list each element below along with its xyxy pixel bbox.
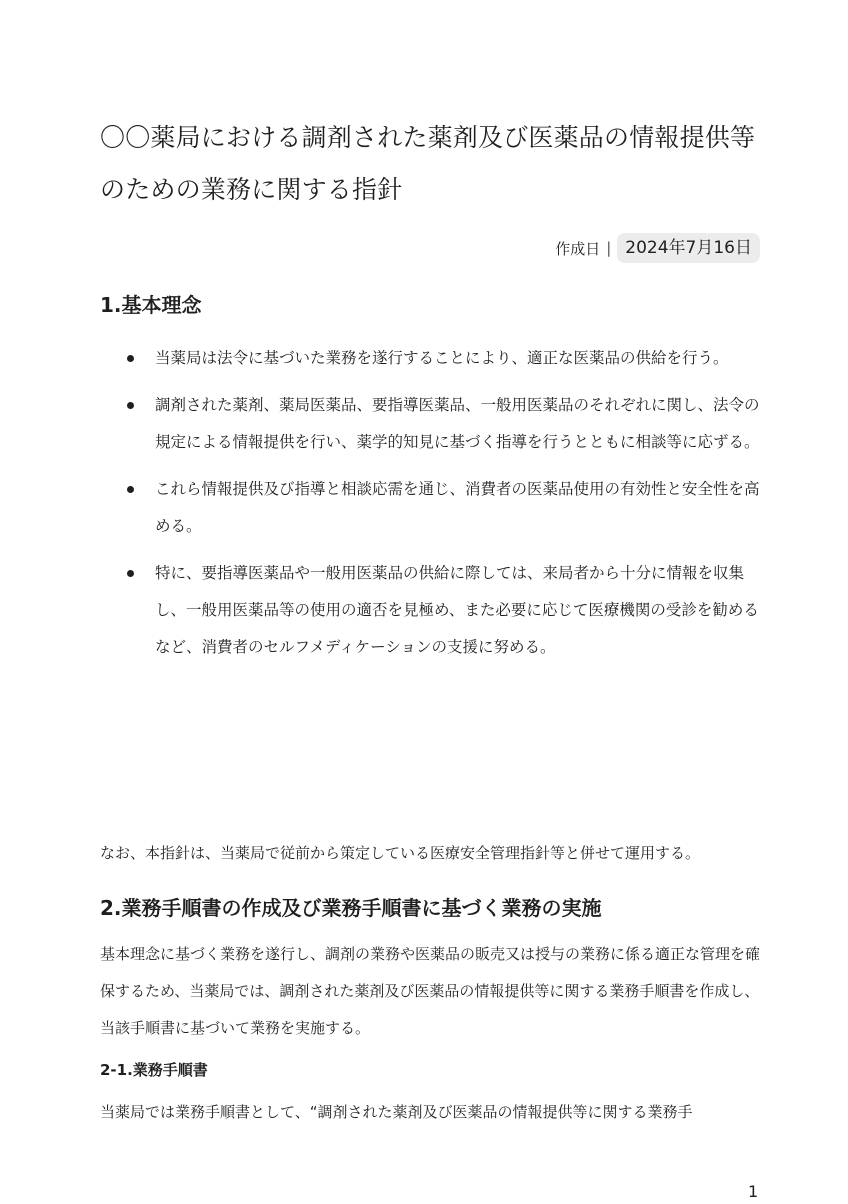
date-label: 作成日: [555, 239, 601, 258]
list-item-text: これら情報提供及び指導と相談応需を通じ、消費者の医薬品使用の有効性と安全性を高める。: [155, 480, 760, 535]
section-1-heading: 1.基本理念: [100, 293, 202, 317]
list-item-text: 当薬局は法令に基づいた業務を遂行することにより、適正な医薬品の供給を行う。: [155, 349, 729, 367]
date-separator: |: [606, 239, 612, 257]
bullet-icon: [127, 570, 134, 577]
bullet-icon: [127, 355, 134, 362]
section-2-1-heading: 2-1.業務手順書: [100, 1061, 208, 1079]
section-2-heading: 2.業務手順書の作成及び業務手順書に基づく業務の実施: [100, 896, 602, 920]
bullet-icon: [127, 402, 134, 409]
principles-list: [100, 340, 760, 676]
creation-date-row: [555, 233, 760, 263]
note-paragraph: なお、本指針は、当薬局で従前から策定している医療安全管理指針等と併せて運用する。: [100, 844, 701, 862]
section-2-body: 基本理念に基づく業務を遂行し、調剤の業務や医薬品の販売又は授与の業務に係る適正な管理を確保するため、当薬局では、調剤された薬剤及び医薬品の情報提供等に関する業務手順書を作成し、当該手順書に基づいて業務を実施する。: [100, 945, 761, 1037]
bullet-icon: [127, 486, 134, 493]
list-item: [100, 387, 760, 461]
document-title: 〇〇薬局における調剤された薬剤及び医薬品の情報提供等のための業務に関する指針: [100, 123, 756, 204]
list-item: [100, 471, 760, 545]
list-item: [100, 555, 760, 666]
list-item-text: 特に、要指導医薬品や一般用医薬品の供給に際しては、来局者から十分に情報を収集し、一般用医薬品等の使用の適否を見極め、また必要に応じて医療機関の受診を勧めるなど、消費者のセルフメディケーションの支援に努める。: [155, 564, 759, 656]
page-number: 1: [748, 1182, 759, 1201]
list-item-text: 調剤された薬剤、薬局医薬品、要指導医薬品、一般用医薬品のそれぞれに関し、法令の規定による情報提供を行い、薬学的知見に基づく指導を行うとともに相談等に応ずる。: [155, 396, 760, 451]
list-item: [100, 340, 760, 377]
date-chip[interactable]: 2024年7月16日: [617, 233, 760, 263]
section-2-1-body: 当薬局では業務手順書として、“調剤された薬剤及び医薬品の情報提供等に関する業務手: [100, 1103, 693, 1121]
